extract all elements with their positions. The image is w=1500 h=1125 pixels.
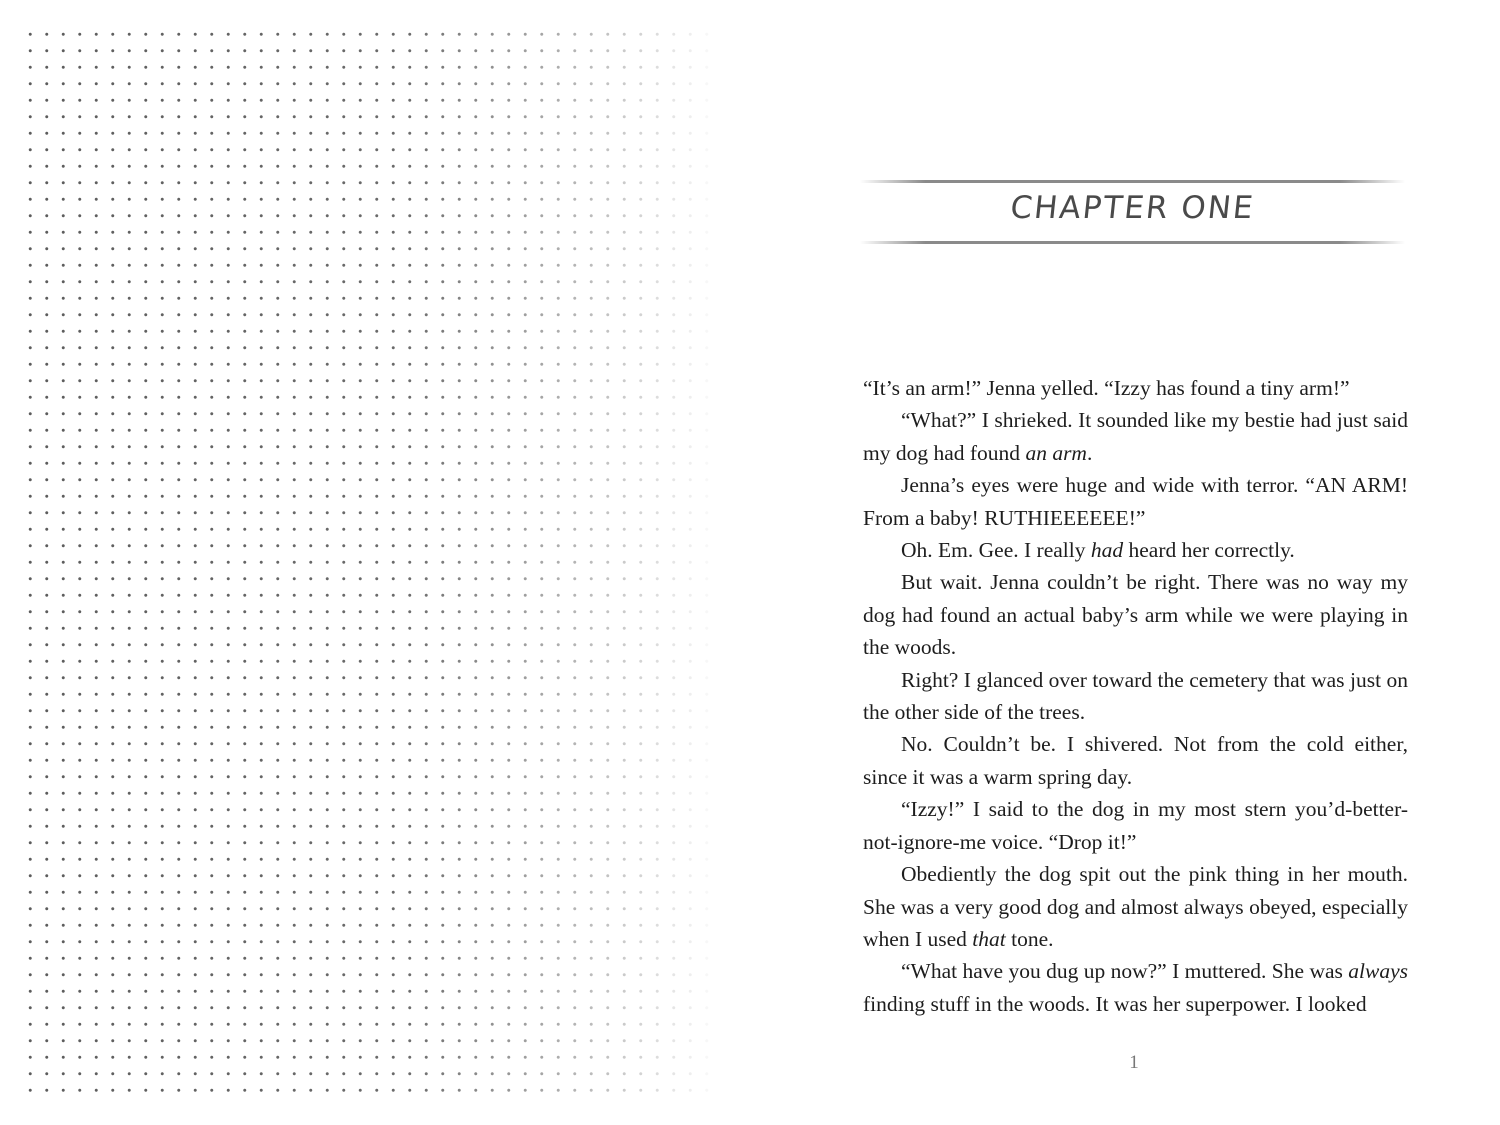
paragraph [863,372,1408,404]
text-run: heard her correctly. [1123,538,1295,563]
text-run: “Izzy!” I said to the dog in my most stern you’d-better-not-ignore-me voice. “Drop it!” [863,797,1408,854]
text-run: . [1086,440,1093,465]
chapter-rule-bottom [860,241,1405,244]
paragraph [863,793,1408,858]
paragraph [863,858,1408,955]
chapter-rule-top [860,180,1405,183]
italic-text: had [1090,538,1124,563]
text-run: Jenna’s eyes were huge and wide with terror. “AN ARM! From a baby! RUTHIEEEEEE!” [863,473,1408,530]
paragraph [863,469,1408,534]
page-number: 1 [1129,1052,1139,1073]
italic-text: that [972,926,1006,951]
text-run: “What have you dug up now?” I muttered. She was [901,959,1349,984]
text-run: Right? I glanced over toward the cemetery that was just on the other side of the trees. [863,667,1408,725]
text-run: Oh. Em. Gee. I really [901,538,1091,563]
paragraph [863,566,1408,663]
paragraph [863,534,1408,566]
dot-pattern [22,26,722,1101]
text-run: No. Couldn’t be. I shivered. Not from the cold either, since it was a warm spring day. [863,732,1408,789]
paragraph [863,728,1408,793]
right-page [750,0,1500,1125]
text-run: “What?” I shrieked. It sounded like my bestie had just said my dog had found [863,408,1408,465]
text-run: tone. [1005,926,1054,951]
chapter-title: CHAPTER ONE [1008,190,1257,226]
paragraph [863,404,1408,469]
italic-text: an arm [1025,440,1087,465]
text-run: “It’s an arm!” Jenna yelled. “Izzy has found a tiny arm!” [863,376,1350,400]
text-run: But wait. Jenna couldn’t be right. There was no way my dog had found an actual baby’s arm while we were playing in the woods. [863,570,1408,660]
text-run: Obediently the dog spit out the pink thing in her mouth. She was a very good dog and almost always obeyed, especially when I used [863,862,1408,951]
text-run: finding stuff in the woods. It was her superpower. I looked [863,991,1367,1016]
paragraph [863,955,1408,1020]
chapter-body-text [863,372,1408,1020]
italic-text: always [1348,959,1408,984]
paragraph [863,664,1408,729]
